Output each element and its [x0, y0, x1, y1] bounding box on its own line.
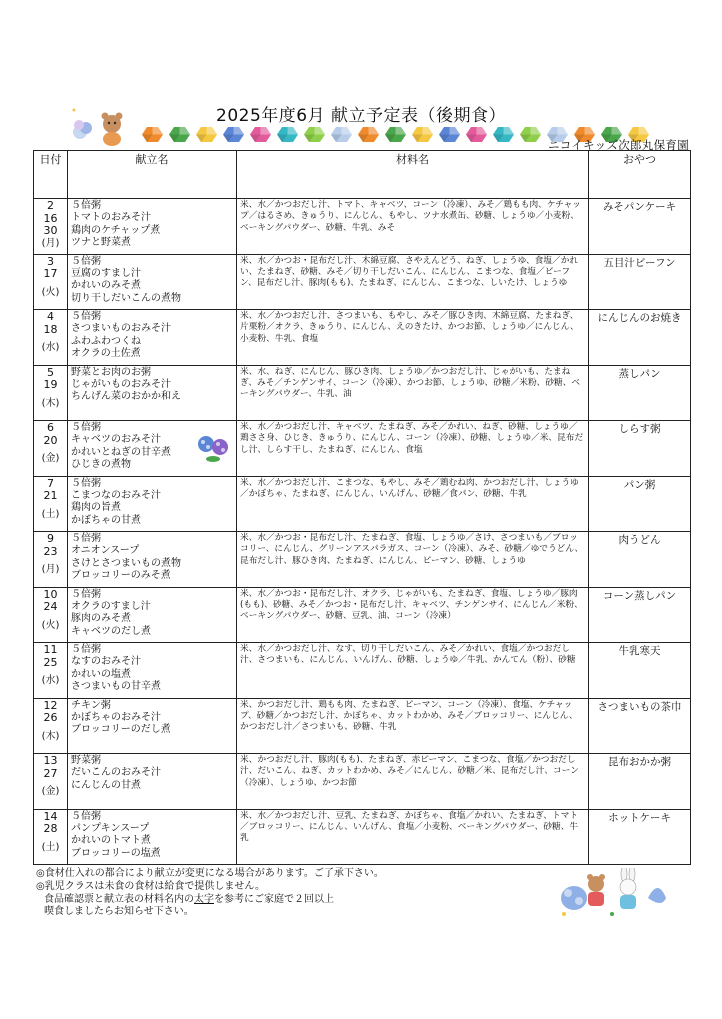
dish-name: 野菜とお肉のお粥 [71, 366, 151, 378]
header-ingredients: 材料名 [237, 151, 589, 199]
note-text: を参考にご家庭で２回以上 [214, 893, 334, 905]
dish-name: 鶏肉のケチャップ煮 [71, 224, 161, 236]
snack-cell: 蒸しパン [589, 365, 691, 421]
dish-name: ５倍粥 [71, 255, 101, 267]
header-snack: おやつ [589, 151, 691, 199]
bear-illustration [70, 106, 130, 146]
dish-cell [68, 532, 237, 588]
dish-cell [68, 199, 237, 255]
dish-name: ひじきの煮物 [71, 459, 131, 471]
dish-cell [68, 698, 237, 754]
table-row [34, 532, 691, 588]
table-row [34, 809, 691, 865]
hexagon-icon [520, 127, 541, 142]
date-number: 11 [43, 643, 58, 656]
dish-name: ５倍粥 [71, 533, 101, 544]
dish-name: 鶏肉の旨煮 [71, 502, 121, 514]
dish-name: ブロッコリーのみそ煮 [71, 570, 171, 582]
snack-cell: ホットケーキ [589, 809, 691, 865]
hexagon-icon [304, 127, 325, 142]
note-line: 喫食しましたらお知らせ下さい。 [44, 906, 194, 918]
dish-cell [68, 809, 237, 865]
dish-name: ５倍粥 [71, 422, 101, 433]
date-number: 23 [43, 544, 58, 558]
date-number: 10 [43, 587, 58, 601]
weekday-label: (土) [41, 508, 60, 520]
ingredients-cell: 米、かつおだし汁、鶏もも肉、たまねぎ、ピーマン、コーン（冷凍）、食塩、ケチャップ、砂糖／かつおだし汁、かぼちゃ、カットわかめ、みそ／ブロッコリー、にんじん、かつおだし汁／さつまいも、砂糖、牛乳 [237, 698, 589, 754]
date-cell [34, 421, 68, 477]
dish-name: さけとさつまいもの煮物 [71, 557, 181, 569]
dish-name: かぼちゃの甘煮 [71, 514, 141, 526]
hexagon-icon [277, 127, 298, 142]
date-cell [34, 532, 68, 588]
date-cell [34, 310, 68, 366]
dish-name: にんじんの甘煮 [71, 779, 141, 791]
dish-cell [68, 310, 237, 366]
dish-cell [68, 254, 237, 310]
date-number: 14 [43, 809, 58, 823]
weekday-label: (月) [41, 237, 60, 249]
dish-cell [68, 643, 237, 699]
dish-name: オニオンスープ [71, 545, 140, 557]
dish-name: オクラの土佐煮 [71, 348, 141, 360]
table-row [34, 310, 691, 366]
dish-name: ふわふわつくね [71, 335, 141, 347]
dish-name: オクラのすまし汁 [71, 600, 151, 612]
snack-cell: 牛乳寒天 [589, 643, 691, 699]
date-number: 7 [47, 476, 54, 490]
dish-cell [68, 754, 237, 810]
weekday-label: (水) [41, 675, 60, 686]
snack-cell: にんじんのお焼き [589, 310, 691, 366]
ingredients-cell: 米、水／かつお・昆布だし汁、たまねぎ、食塩、しょうゆ／さけ、さつまいも／ブロッコリー、にんじん、グリーンアスパラガス、コーン（冷凍）、みそ、砂糖／ゆでうどん、昆布だし汁、豚ひき肉、たまねぎ、にんじん、ピーマン、砂糖、しょうゆ [237, 532, 589, 588]
date-number: 18 [43, 322, 58, 336]
snack-cell: コーン蒸しパン [589, 587, 691, 643]
dish-name: ５倍粥 [71, 644, 101, 655]
hexagon-icon [358, 127, 379, 142]
weekday-label: (土) [41, 841, 60, 853]
table-row [34, 199, 691, 255]
dish-cell [68, 476, 237, 532]
hydrangea-icon [196, 433, 230, 463]
dish-name: パンプキンスープ [71, 822, 150, 834]
snack-cell: しらす粥 [589, 421, 691, 477]
date-cell [34, 698, 68, 754]
hexagon-icon [250, 127, 271, 142]
date-number: 6 [47, 421, 54, 434]
hexagon-icon [493, 127, 514, 142]
hexagon-icon [412, 127, 433, 142]
notes [36, 868, 384, 919]
table-header-row [34, 151, 691, 199]
date-number: 30 [43, 224, 58, 237]
date-number: 27 [43, 766, 58, 780]
date-number: 13 [43, 754, 58, 767]
weekday-label: (月) [41, 564, 60, 575]
date-cell [34, 754, 68, 810]
date-cell [34, 643, 68, 699]
dish-name: さつまいものおみそ汁 [71, 323, 171, 335]
snack-cell: 肉うどん [589, 532, 691, 588]
ingredients-cell: 米、水／かつおだし汁、なす、切り干しだいこん、みそ／かれい、食塩／かつおだし汁、さつまいも、にんじん、いんげん、砂糖、しょうゆ／牛乳、かんてん（粉）、砂糖 [237, 643, 589, 699]
dish-name: だいこんのおみそ汁 [71, 767, 161, 779]
dish-name: ツナと野菜煮 [71, 237, 131, 249]
note-line: ◎食材仕入れの都合により献立が変更になる場合があります。ご了承下さい。 [36, 868, 384, 879]
menu-table [33, 150, 691, 865]
dish-name: ちんげん菜のおかか和え [71, 391, 181, 403]
dish-name: ブロッコリーのだし煮 [71, 724, 171, 736]
date-cell [34, 587, 68, 643]
ingredients-cell: 米、水／かつおだし汁、豆乳、たまねぎ、かぼちゃ、食塩／かれい、たまねぎ、トマト／ブロッコリー、にんじん、いんげん、食塩／小麦粉、ベーキングパウダー、砂糖、牛乳 [237, 809, 589, 865]
ingredients-cell: 米、水／かつおだし汁、さつまいも、もやし、みそ／豚ひき肉、木綿豆腐、たまねぎ、片栗粉／オクラ、きゅうり、にんじん、えのきたけ、かつお節、しょうゆ／にんじん、小麦粉、牛乳、食塩 [237, 310, 589, 366]
dish-cell [68, 587, 237, 643]
dish-name: かれいとねぎの甘辛煮 [71, 446, 171, 458]
date-number: 17 [43, 267, 58, 280]
dish-name: ５倍粥 [71, 477, 101, 489]
table-row [34, 254, 691, 310]
ingredients-cell: 米、水／かつおだし汁、キャベツ、たまねぎ、みそ／かれい、ねぎ、砂糖、しょうゆ／鶏ささ身、ひじき、きゅうり、にんじん、コーン（冷凍）、砂糖、しょうゆ／米、昆布だし汁、しらす干し、たまねぎ、にんじん、食塩 [237, 421, 589, 477]
weekday-label: (金) [41, 453, 60, 464]
dish-name: キャベツのだし煮 [71, 625, 151, 637]
dish-name: かれいのみそ煮 [71, 280, 141, 292]
snack-cell: 昆布おかか粥 [589, 754, 691, 810]
weekday-label: (火) [41, 286, 60, 298]
dish-name: 切り干しだいこんの煮物 [71, 292, 181, 304]
date-number: 19 [43, 378, 58, 391]
date-number: 3 [47, 254, 54, 268]
table-row [34, 643, 691, 699]
dish-name: ５倍粥 [71, 588, 101, 600]
weekday-label: (木) [41, 397, 60, 409]
dish-cell [68, 421, 237, 477]
date-cell [34, 365, 68, 421]
dish-name: こまつなのおみそ汁 [71, 489, 161, 501]
hexagon-icon [196, 127, 217, 142]
dish-name: かれいのトマト煮 [71, 835, 151, 847]
hexagon-icon [385, 127, 406, 142]
date-number: 26 [43, 711, 58, 724]
weekday-label: (木) [41, 730, 60, 742]
table-row [34, 754, 691, 810]
snack-cell: みそパンケーキ [589, 199, 691, 255]
note-line [36, 894, 384, 907]
table-row [34, 421, 691, 477]
dish-cell [68, 365, 237, 421]
hexagon-icon [331, 127, 352, 142]
dish-name: 豚肉のみそ煮 [71, 613, 131, 625]
dish-name: トマトのおみそ汁 [71, 212, 151, 224]
snack-cell: パン粥 [589, 476, 691, 532]
date-number: 21 [43, 489, 58, 502]
hexagon-icon [439, 127, 460, 142]
hexagon-icon [169, 127, 190, 142]
dish-name: かれいの塩煮 [71, 668, 131, 680]
dish-name: キャベツのおみそ汁 [71, 434, 161, 446]
table-row [34, 587, 691, 643]
dish-name: チキン粥 [71, 699, 111, 711]
note-emphasis: 太字 [194, 893, 214, 905]
dish-name: ブロッコリーの塩煮 [71, 847, 161, 859]
date-number: 2 [47, 199, 54, 212]
date-number: 5 [47, 365, 54, 379]
note-text: 食品確認票と献立表の材料名内の [44, 893, 194, 905]
facility-name: ニコイキッズ次郎丸保育園 [547, 138, 689, 152]
hexagon-icon [223, 127, 244, 142]
snack-cell: さつまいもの茶巾 [589, 698, 691, 754]
date-number: 4 [47, 310, 54, 323]
date-cell [34, 476, 68, 532]
table-row [34, 365, 691, 421]
dish-name: なすのおみそ汁 [71, 656, 141, 668]
date-cell [34, 199, 68, 255]
date-number: 25 [43, 655, 58, 669]
date-number: 16 [43, 211, 58, 225]
hexagon-icon [142, 127, 163, 142]
snack-cell: 五目汁ビーフン [589, 254, 691, 310]
header-dish: 献立名 [68, 151, 237, 199]
note-line: ◎乳児クラスは未食の食材は給食で提供しません。 [36, 880, 266, 892]
ingredients-cell: 米、水／かつおだし汁、トマト、キャベツ、コーン（冷凍）、みそ／鶏もも肉、ケチャップ／はるさめ、きゅうり、にんじん、もやし、ツナ水煮缶、砂糖、しょうゆ／小麦粉、ベーキングパウダー、砂糖、牛乳、みそ [237, 199, 589, 255]
weekday-label: (水) [41, 342, 60, 353]
date-number: 24 [43, 600, 58, 613]
ingredients-cell: 米、かつおだし汁、豚肉(もも)、たまねぎ、赤ピーマン、こまつな、食塩／かつおだし汁、だいこん、ねぎ、カットわかめ、みそ／にんじん、砂糖／米、昆布だし汁、コーン（冷凍）、しょうゆ、かつお節 [237, 754, 589, 810]
dish-name: ５倍粥 [71, 200, 101, 211]
date-number: 12 [43, 698, 58, 712]
page-title: 2025年度6月 献立予定表（後期食） [216, 106, 506, 126]
hexagon-icon [466, 127, 487, 142]
ingredients-cell: 米、水／かつお・昆布だし汁、オクラ、じゃがいも、たまねぎ、食塩、しょうゆ／豚肉(もも)、砂糖、みそ／かつお・昆布だし汁、キャベツ、チンゲンサイ、にんじん／米粉、ベーキングパウダー、砂糖、豆乳、油、コーン（冷凍） [237, 587, 589, 643]
date-number: 20 [43, 433, 58, 447]
header-date: 日付 [34, 151, 68, 199]
dish-name: 豆腐のすまし汁 [71, 267, 141, 279]
weekday-label: (火) [41, 619, 60, 631]
dish-name: ５倍粥 [71, 810, 101, 822]
ingredients-cell: 米、水／かつお・昆布だし汁、木綿豆腐、さやえんどう、ねぎ、しょうゆ、食塩／かれい、たまねぎ、砂糖、みそ／切り干しだいこん、にんじん、こまつな、食塩／ビーフン、昆布だし汁、豚肉(もも)、たまねぎ、にんじん、こまつな、しいたけ、しょうゆ [237, 254, 589, 310]
table-row [34, 476, 691, 532]
date-number: 28 [43, 822, 58, 835]
table-row [34, 698, 691, 754]
date-cell [34, 254, 68, 310]
dish-name: 野菜粥 [71, 755, 101, 766]
date-cell [34, 809, 68, 865]
date-number: 9 [47, 532, 54, 545]
weekday-label: (金) [41, 786, 60, 797]
dish-name: じゃがいものおみそ汁 [71, 378, 171, 390]
dish-name: さつまいもの甘辛煮 [71, 681, 161, 693]
ingredients-cell: 米、水／かつおだし汁、こまつな、もやし、みそ／鶏むね肉、かつおだし汁、しょうゆ／かぼちゃ、たまねぎ、にんじん、いんげん、砂糖／食パン、砂糖、牛乳 [237, 476, 589, 532]
ingredients-cell: 米、水、ねぎ、にんじん、豚ひき肉、しょうゆ／かつおだし汁、じゃがいも、たまねぎ、みそ／チンゲンサイ、コーン（冷凍）、かつお節、しょうゆ、砂糖／米粉、砂糖、ベーキングパウダー、牛乳、油 [237, 365, 589, 421]
dish-name: かぼちゃのおみそ汁 [71, 711, 161, 723]
animals-illustration [552, 868, 672, 920]
dish-name: ５倍粥 [71, 311, 101, 322]
